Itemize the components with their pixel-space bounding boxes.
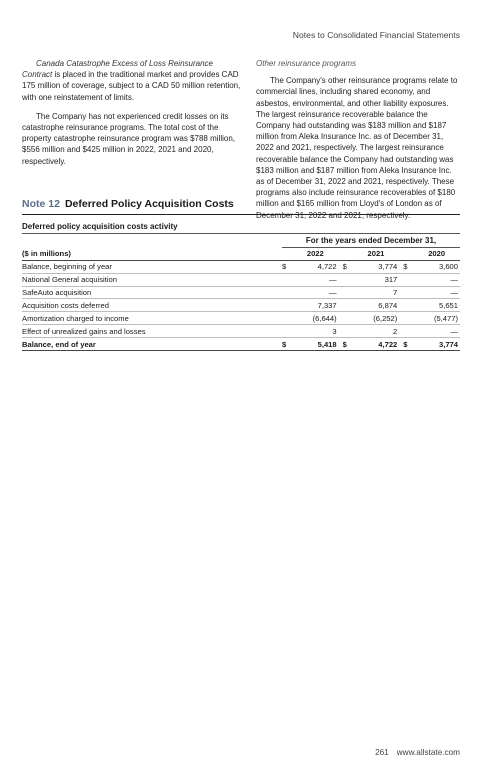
table-total-row: Balance, end of year $ 5,418 $ 4,722 $ 3,774 bbox=[22, 339, 458, 349]
other-programs-subheading: Other reinsurance programs bbox=[256, 59, 357, 68]
cell-value: — bbox=[413, 286, 460, 299]
cell-value: 6,874 bbox=[353, 299, 400, 312]
page-footer bbox=[375, 748, 460, 757]
running-header: Notes to Consolidated Financial Statements bbox=[292, 30, 460, 40]
year-header: 2020 bbox=[413, 247, 460, 260]
year-header: 2021 bbox=[353, 247, 400, 260]
row-label: Effect of unrealized gains and losses bbox=[22, 325, 282, 338]
canada-contract-paragraph bbox=[22, 58, 244, 103]
row-label: National General acquisition bbox=[22, 273, 282, 286]
table-header-period-row bbox=[22, 235, 460, 247]
cell-value: 2 bbox=[353, 325, 400, 338]
cell-value: 4,722 bbox=[292, 260, 339, 273]
table-row bbox=[22, 299, 460, 312]
cell-value: 3,774 bbox=[413, 338, 460, 351]
year-header: 2022 bbox=[292, 247, 339, 260]
cell-value: — bbox=[292, 286, 339, 299]
cell-value: 3,774 bbox=[353, 260, 400, 273]
cell-value: 7 bbox=[353, 286, 400, 299]
cell-value: 317 bbox=[353, 273, 400, 286]
cell-value: — bbox=[413, 273, 460, 286]
page-number: 261 bbox=[375, 748, 389, 757]
period-header: For the years ended December 31, bbox=[282, 235, 460, 247]
table-row bbox=[22, 325, 460, 338]
row-label: Acquisition costs deferred bbox=[22, 299, 282, 312]
row-label: Balance, end of year bbox=[22, 338, 282, 351]
table-row bbox=[22, 273, 460, 286]
credit-losses-paragraph: The Company has not experienced credit losses on its catastrophe reinsurance programs. The total cost of the property catastrophe reinsurance program was $788 million, $556 million and $425 million in 2022, 2021 and 2020, respectively. bbox=[22, 111, 235, 166]
cell-value: (6,644) bbox=[292, 312, 339, 325]
other-programs-paragraph: The Company's other reinsurance programs relate to commercial lines, including shared economy, and asbestos, environmental, and other liability exposures. The largest reinsurance recoverable balance the Company had outstanding was $183 million and $187 million from Aleka Insurance Inc. as of December 31, 2022 and 2021, respectively. The largest reinsurance recoverable balance the Company had outstanding was $183 million and $187 million from Aleka Insurance Inc. as of December 31, 2022 and 2021, respectively. These programs also include reinsurance recoverables of $180 million and $165 million from Lloyd's of London as of December 31, 2022 and 2021, respectively. bbox=[256, 76, 458, 220]
note-heading bbox=[22, 198, 460, 215]
cell-value: 3 bbox=[292, 325, 339, 338]
canada-contract-text: is placed in the traditional market and provides CAD 175 million of coverage, subject to a CAD 50 million retention, with one reinstatement of limits. bbox=[22, 70, 241, 102]
left-text-column bbox=[22, 58, 244, 175]
cell-value: 3,600 bbox=[413, 260, 460, 273]
cell-value: — bbox=[413, 325, 460, 338]
table-row: Balance, beginning of year $ 4,722 $ 3,774 $ 3,600 bbox=[22, 262, 458, 272]
cell-value: 5,418 bbox=[292, 338, 339, 351]
cell-value: 7,337 bbox=[292, 299, 339, 312]
note-number: Note 12 bbox=[22, 198, 60, 210]
cell-value: (5,477) bbox=[413, 312, 460, 325]
row-label: SafeAuto acquisition bbox=[22, 286, 282, 299]
table-row bbox=[22, 312, 460, 325]
cell-value: (6,252) bbox=[353, 312, 400, 325]
note-title: Deferred Policy Acquisition Costs bbox=[64, 198, 234, 210]
cell-value: 4,722 bbox=[353, 338, 400, 351]
dpac-activity-table bbox=[22, 235, 460, 351]
table-header-years-row bbox=[22, 247, 460, 260]
website-link[interactable]: www.allstate.com bbox=[396, 748, 460, 757]
canada-contract-name: Canada Catastrophe Excess of Loss Reinsurance Contract bbox=[22, 59, 213, 80]
table-row bbox=[22, 286, 460, 299]
row-label: Balance, beginning of year bbox=[22, 260, 282, 273]
unit-label: ($ in millions) bbox=[22, 247, 282, 260]
row-label: Amortization charged to income bbox=[22, 312, 282, 325]
table-title: Deferred policy acquisition costs activity bbox=[22, 222, 460, 234]
cell-value: 5,651 bbox=[413, 299, 460, 312]
cell-value: — bbox=[292, 273, 339, 286]
